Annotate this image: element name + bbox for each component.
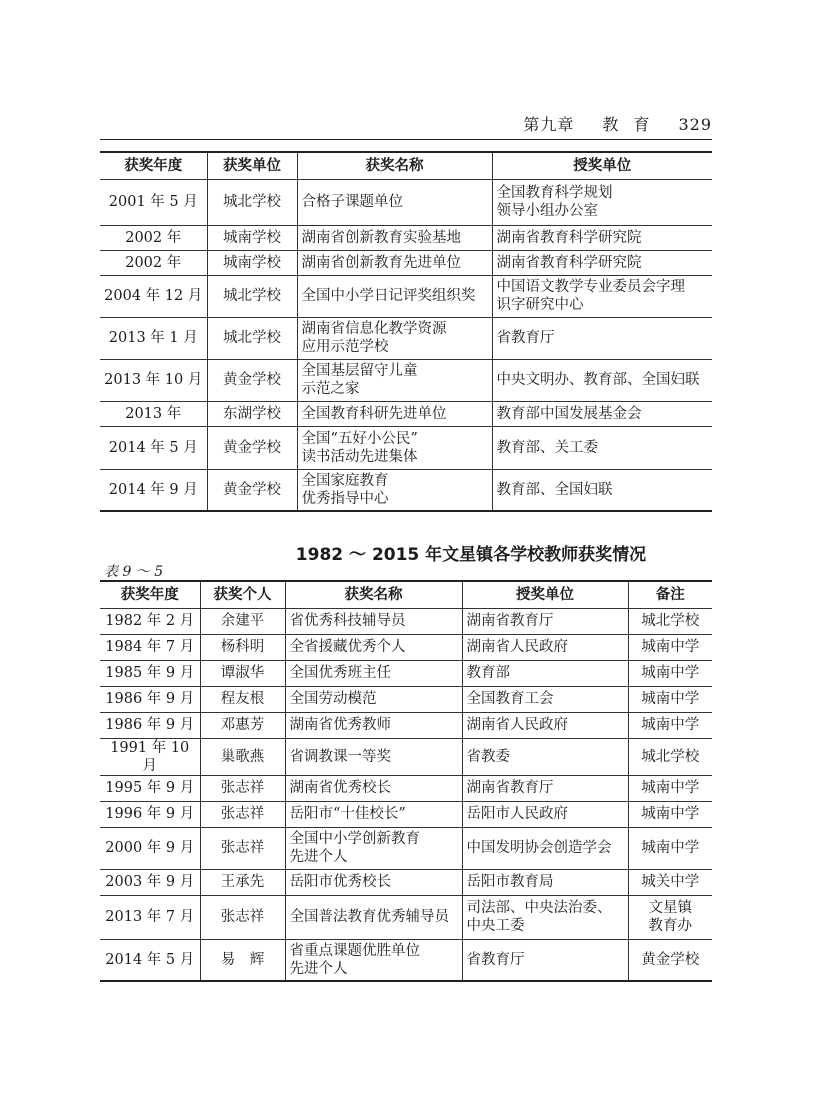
table-row [100, 469, 712, 511]
award-grantor: 全国教育科学规划 领导小组办公室 [492, 179, 712, 225]
award-unit: 城北学校 [207, 317, 297, 359]
award-name: 全国家庭教育 优秀指导中心 [297, 469, 492, 511]
school-awards-table [100, 151, 712, 512]
award-note: 黄金学校 [628, 939, 712, 981]
award-grantor: 省教育厅 [492, 317, 712, 359]
column-header: 备注 [628, 581, 712, 608]
award-person: 易 辉 [200, 939, 285, 981]
award-person: 张志祥 [200, 801, 285, 827]
award-grantor: 教育部、关工委 [492, 426, 712, 469]
award-year: 2014 年 5 月 [100, 426, 207, 469]
award-note: 城南中学 [628, 712, 712, 738]
award-name: 湖南省优秀教师 [285, 712, 462, 738]
teacher-awards-table [100, 580, 712, 982]
section-title: 1982 ～ 2015 年文星镇各学校教师获奖情况 [295, 545, 647, 565]
table-row [100, 608, 712, 634]
chapter-title-1: 教 [602, 115, 620, 134]
award-name: 岳阳市“十佳校长” [285, 801, 462, 827]
award-person: 巢歌燕 [200, 738, 285, 775]
award-note: 城南中学 [628, 634, 712, 660]
award-year: 2013 年 1 月 [100, 317, 207, 359]
table-row [100, 275, 712, 317]
award-person: 程友根 [200, 686, 285, 712]
award-grantor: 司法部、中央法治委、 中央工委 [462, 895, 628, 939]
table-row [100, 426, 712, 469]
award-note: 城南中学 [628, 827, 712, 869]
table-header-row [100, 152, 712, 179]
award-person: 余建平 [200, 608, 285, 634]
page-number: 329 [678, 115, 712, 134]
award-note: 城南中学 [628, 686, 712, 712]
award-note: 城南中学 [628, 660, 712, 686]
award-grantor: 湖南省教育厅 [462, 775, 628, 801]
award-grantor: 教育部中国发展基金会 [492, 401, 712, 426]
award-name: 全国中小学日记评奖组织奖 [297, 275, 492, 317]
award-name: 全国“五好小公民” 读书活动先进集体 [297, 426, 492, 469]
table-row [100, 634, 712, 660]
table-row [100, 895, 712, 939]
table-row [100, 317, 712, 359]
award-year: 1986 年 9 月 [100, 686, 200, 712]
award-name: 全国普法教育优秀辅导员 [285, 895, 462, 939]
award-person: 张志祥 [200, 827, 285, 869]
table-row [100, 712, 712, 738]
award-year: 2014 年 5 月 [100, 939, 200, 981]
table-row [100, 801, 712, 827]
award-grantor: 湖南省人民政府 [462, 634, 628, 660]
award-name: 岳阳市优秀校长 [285, 869, 462, 895]
award-name: 全国优秀班主任 [285, 660, 462, 686]
award-year: 2002 年 [100, 225, 207, 250]
chapter-title-2: 育 [633, 115, 651, 134]
award-grantor: 中国发明协会创造学会 [462, 827, 628, 869]
table-row [100, 359, 712, 401]
table-row [100, 827, 712, 869]
award-year: 2002 年 [100, 250, 207, 275]
award-grantor: 湖南省教育厅 [462, 608, 628, 634]
award-year: 2014 年 9 月 [100, 469, 207, 511]
table-row [100, 775, 712, 801]
award-grantor: 教育部、全国妇联 [492, 469, 712, 511]
header-rule [100, 139, 712, 140]
award-unit: 城北学校 [207, 275, 297, 317]
award-note: 城南中学 [628, 775, 712, 801]
award-grantor: 教育部 [462, 660, 628, 686]
column-header: 授奖单位 [462, 581, 628, 608]
table-row [100, 250, 712, 275]
award-year: 1991 年 10 月 [100, 738, 200, 775]
table-row [100, 179, 712, 225]
column-header: 获奖名称 [285, 581, 462, 608]
award-year: 2013 年 [100, 401, 207, 426]
table-row [100, 660, 712, 686]
award-person: 邓惠芳 [200, 712, 285, 738]
award-name: 省优秀科技辅导员 [285, 608, 462, 634]
award-note: 城北学校 [628, 608, 712, 634]
award-year: 1986 年 9 月 [100, 712, 200, 738]
award-year: 2000 年 9 月 [100, 827, 200, 869]
table-row [100, 869, 712, 895]
award-unit: 黄金学校 [207, 359, 297, 401]
award-note: 城北学校 [628, 738, 712, 775]
award-name: 全国中小学创新教育 先进个人 [285, 827, 462, 869]
column-header: 获奖年度 [100, 152, 207, 179]
chapter-label: 第九章 [523, 115, 575, 134]
table-label: 表 9 ～ 5 [104, 564, 164, 580]
table-row [100, 738, 712, 775]
award-person: 谭淑华 [200, 660, 285, 686]
running-head [100, 112, 712, 135]
award-note: 文星镇 教育办 [628, 895, 712, 939]
award-name: 省重点课题优胜单位 先进个人 [285, 939, 462, 981]
award-grantor: 湖南省教育科学研究院 [492, 250, 712, 275]
table-header-row [100, 581, 712, 608]
table-row [100, 939, 712, 981]
award-year: 1982 年 2 月 [100, 608, 200, 634]
award-unit: 城南学校 [207, 225, 297, 250]
column-header: 获奖单位 [207, 152, 297, 179]
column-header: 获奖名称 [297, 152, 492, 179]
award-name: 湖南省创新教育实验基地 [297, 225, 492, 250]
award-name: 省调教课一等奖 [285, 738, 462, 775]
award-grantor: 岳阳市人民政府 [462, 801, 628, 827]
table-row [100, 401, 712, 426]
award-year: 2013 年 7 月 [100, 895, 200, 939]
award-grantor: 中国语文教学专业委员会字理 识字研究中心 [492, 275, 712, 317]
award-grantor: 省教委 [462, 738, 628, 775]
award-person: 王承先 [200, 869, 285, 895]
award-name: 合格子课题单位 [297, 179, 492, 225]
award-year: 2003 年 9 月 [100, 869, 200, 895]
award-year: 2013 年 10 月 [100, 359, 207, 401]
award-name: 全省援藏优秀个人 [285, 634, 462, 660]
award-person: 张志祥 [200, 895, 285, 939]
award-name: 湖南省创新教育先进单位 [297, 250, 492, 275]
award-name: 全国劳动模范 [285, 686, 462, 712]
award-person: 张志祥 [200, 775, 285, 801]
award-grantor: 湖南省人民政府 [462, 712, 628, 738]
award-year: 1996 年 9 月 [100, 801, 200, 827]
award-unit: 黄金学校 [207, 469, 297, 511]
award-unit: 黄金学校 [207, 426, 297, 469]
award-year: 1984 年 7 月 [100, 634, 200, 660]
award-year: 2001 年 5 月 [100, 179, 207, 225]
award-year: 1995 年 9 月 [100, 775, 200, 801]
award-person: 杨科明 [200, 634, 285, 660]
award-name: 全国教育科研先进单位 [297, 401, 492, 426]
table-row [100, 686, 712, 712]
column-header: 获奖个人 [200, 581, 285, 608]
award-name: 全国基层留守儿童 示范之家 [297, 359, 492, 401]
award-unit: 东湖学校 [207, 401, 297, 426]
award-grantor: 中央文明办、教育部、全国妇联 [492, 359, 712, 401]
award-unit: 城南学校 [207, 250, 297, 275]
award-grantor: 湖南省教育科学研究院 [492, 225, 712, 250]
award-grantor: 全国教育工会 [462, 686, 628, 712]
award-note: 城关中学 [628, 869, 712, 895]
table-row [100, 225, 712, 250]
award-note: 城南中学 [628, 801, 712, 827]
award-year: 1985 年 9 月 [100, 660, 200, 686]
column-header: 获奖年度 [100, 581, 200, 608]
award-name: 湖南省优秀校长 [285, 775, 462, 801]
award-year: 2004 年 12 月 [100, 275, 207, 317]
award-grantor: 岳阳市教育局 [462, 869, 628, 895]
column-header: 授奖单位 [492, 152, 712, 179]
award-name: 湖南省信息化教学资源 应用示范学校 [297, 317, 492, 359]
award-grantor: 省教育厅 [462, 939, 628, 981]
award-unit: 城北学校 [207, 179, 297, 225]
